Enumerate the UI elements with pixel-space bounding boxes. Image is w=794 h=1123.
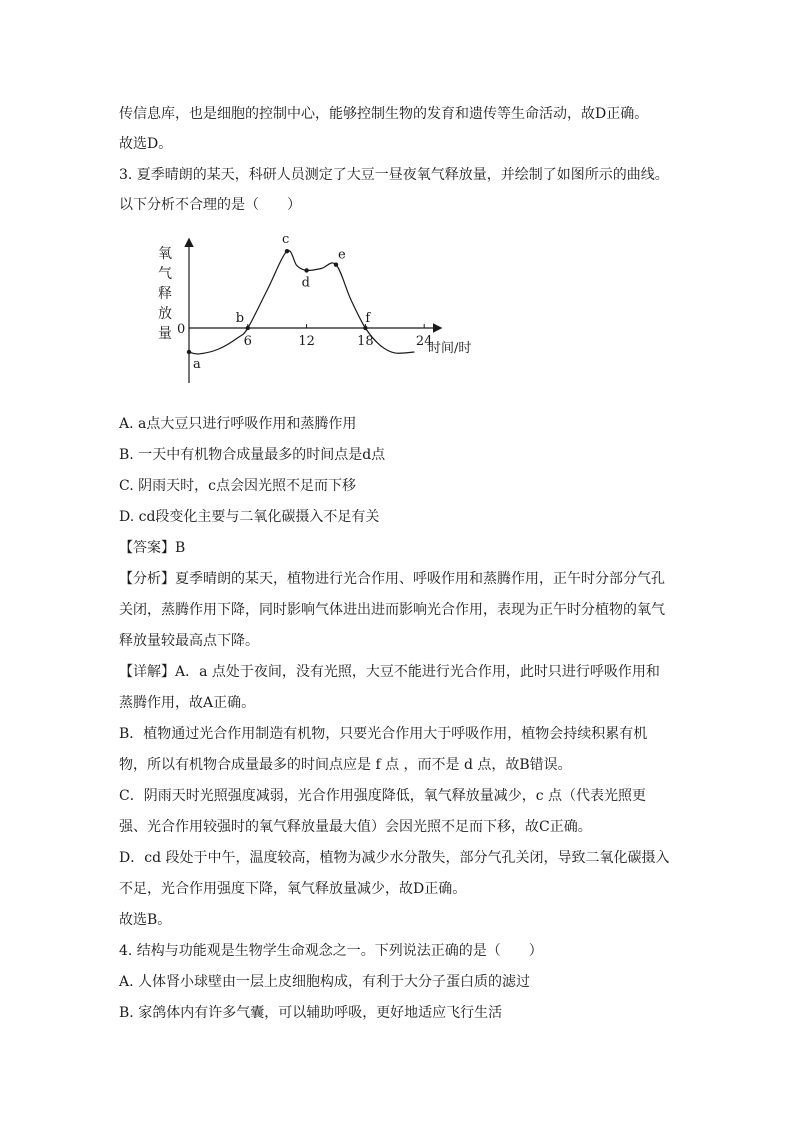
origin-label: 0 <box>177 322 186 337</box>
x-tick-label: 6 <box>243 334 252 349</box>
x-tick-label: 18 <box>357 334 374 349</box>
explanation: 蒸腾作用，故A正确。 <box>119 695 256 711</box>
point-c <box>285 249 289 253</box>
explanation: B．植物通过光合作用制造有机物，只要光合作用大于呼吸作用，植物会持续积累有机 <box>119 726 648 742</box>
conclusion: 故选B。 <box>119 912 172 928</box>
point-label-d: d <box>301 275 310 291</box>
y-axis-label-char: 量 <box>158 326 172 342</box>
answer: 【答案】B <box>119 540 186 556</box>
point-label-e: e <box>338 247 346 263</box>
point-f <box>363 326 367 330</box>
option-c: C. 阴雨天时，c点会因光照不足而下移 <box>119 478 356 494</box>
text-line: 传信息库，也是细胞的控制中心，能够控制生物的发育和遗传等生命活动，故D正确。 <box>119 106 649 122</box>
point-label-a: a <box>193 357 201 372</box>
y-axis-label-char: 氧 <box>158 246 172 262</box>
text-line: 故选D。 <box>119 136 173 152</box>
question-3-stem: 3. 夏季晴朗的某天，科研人员测定了大豆一昼夜氧气释放量，并绘制了如图所示的曲线。 <box>119 167 669 183</box>
x-tick-label: 24 <box>415 334 433 349</box>
question-3-stem: 以下分析不合理的是（ ） <box>119 197 301 213</box>
point-label-b: b <box>235 311 245 326</box>
explanation: 强、光合作用较强时的氧气释放量最大值）会因光照不足而下移，故C正确。 <box>119 819 592 835</box>
x-axis-label: 时间/时 <box>428 341 472 356</box>
option-d: D. cd段变化主要与二氧化碳摄入不足有关 <box>119 509 380 525</box>
analysis: 释放量较最高点下降。 <box>119 633 259 649</box>
question-4-stem: 4. 结构与功能观是生物学生命观念之一。下列说法正确的是（ ） <box>119 943 543 959</box>
point-label-c: c <box>282 232 290 248</box>
y-axis-label-char: 放 <box>158 306 172 322</box>
point-a <box>187 350 191 354</box>
point-e <box>334 262 338 266</box>
point-label-f: f <box>365 311 371 326</box>
point-d <box>304 268 308 272</box>
explanation: D．cd 段处于中午，温度较高，植物为减少水分散失，部分气孔关闭，导致二氧化碳摄入 <box>119 850 670 866</box>
y-axis-label <box>158 246 172 342</box>
explanation: 【详解】A．a 点处于夜间，没有光照，大豆不能进行光合作用，此时只进行呼吸作用和 <box>119 664 660 680</box>
analysis: 【分析】夏季晴朗的某天，植物进行光合作用、呼吸作用和蒸腾作用，正午时分部分气孔 <box>119 571 665 587</box>
explanation: 不足，光合作用强度下降，氧气释放量减少，故D正确。 <box>119 881 467 897</box>
point-b <box>246 326 250 330</box>
option-a: A. 人体肾小球壁由一层上皮细胞构成，有利于大分子蛋白质的滤过 <box>119 974 531 990</box>
option-a: A. a点大豆只进行呼吸作用和蒸腾作用 <box>119 416 357 432</box>
option-b: B. 家鸽体内有许多气囊，可以辅助呼吸，更好地适应飞行生活 <box>119 1005 503 1021</box>
y-axis-label-char: 释 <box>158 286 172 302</box>
explanation: 物，所以有机物合成量最多的时间点应是 f 点 ，而不是 d 点，故B错误。 <box>119 757 572 773</box>
oxygen-release-chart <box>150 228 490 388</box>
analysis: 关闭，蒸腾作用下降，同时影响气体进出进而影响光合作用，表现为正午时分植物的氧气 <box>119 602 665 618</box>
explanation: C．阴雨天时光照强度减弱，光合作用强度降低，氧气释放量减少，c 点（代表光照更 <box>119 788 647 804</box>
y-axis-label-char: 气 <box>158 266 172 282</box>
x-tick-label: 12 <box>298 334 315 349</box>
option-b: B. 一天中有机物合成量最多的时间点是d点 <box>119 447 386 463</box>
